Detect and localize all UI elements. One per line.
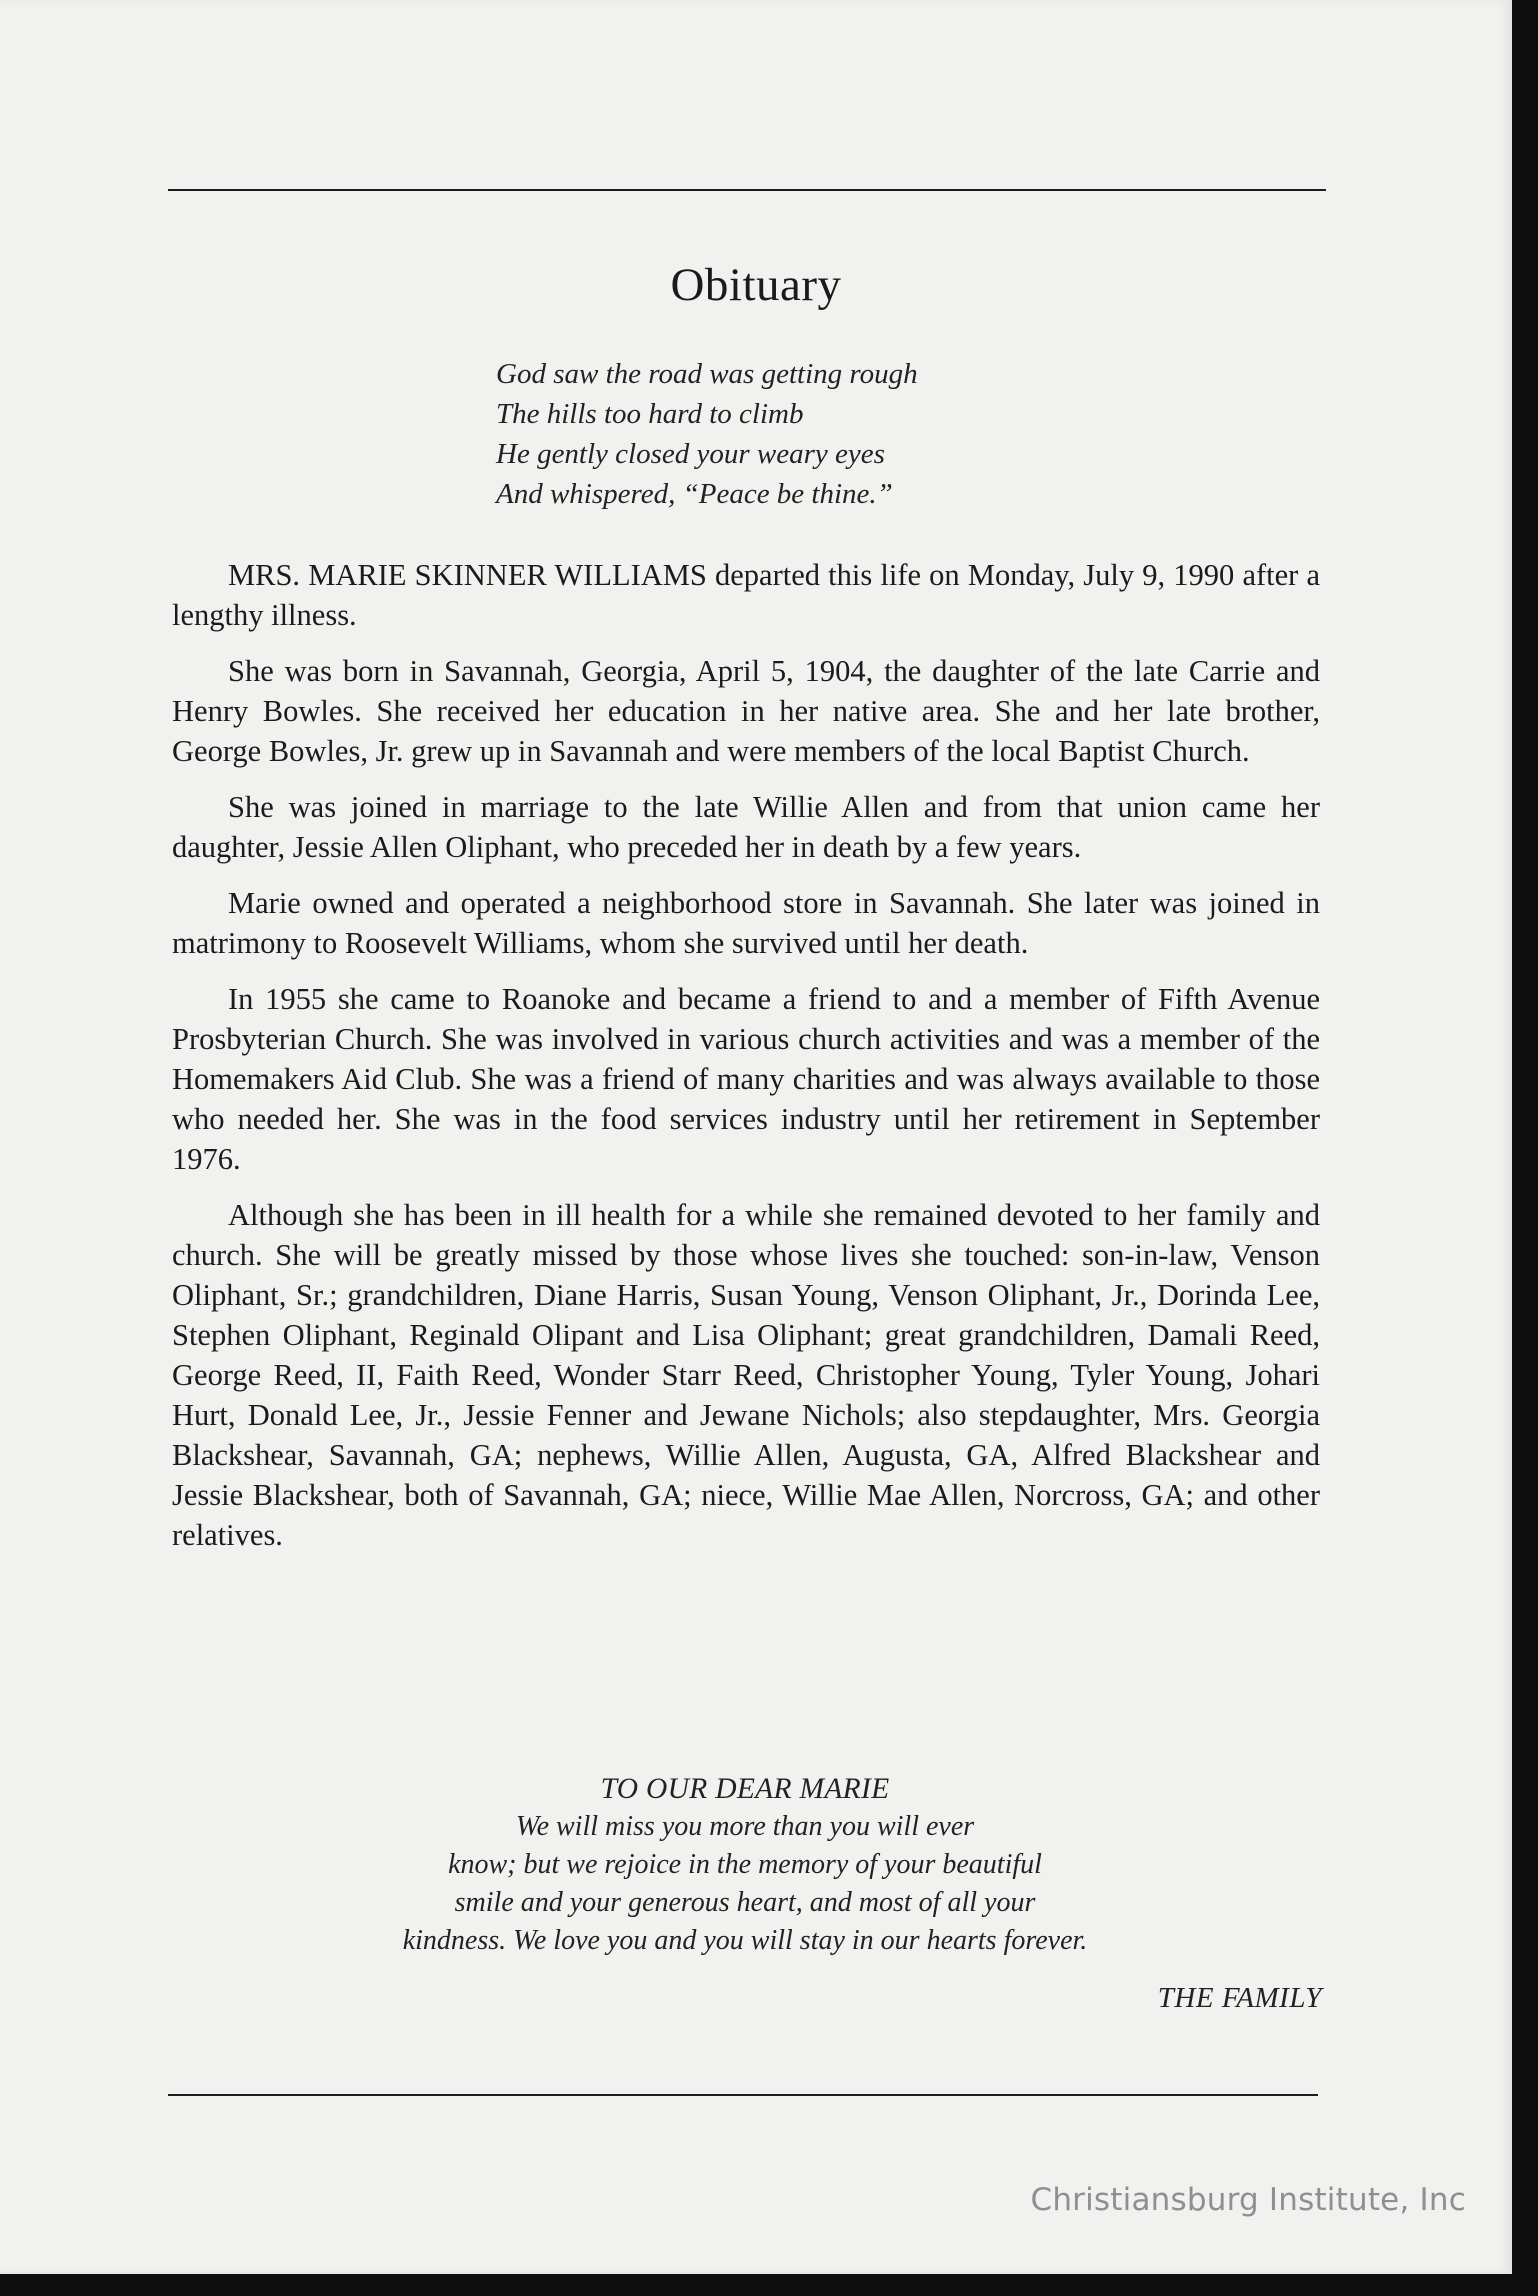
obituary-body	[172, 555, 1320, 1571]
poem-line: And whispered, “Peace be thine.”	[496, 478, 893, 510]
bottom-divider	[168, 2094, 1318, 2096]
paragraph-survivors: Although she has been in ill health for a while she remained devoted to her family and church. She will be greatly missed by those whose lives she touched: son-in-law, Venson Oliphant, Sr.; grandchildren, Diane Harris, Susan Young, Venson Oliphant, Jr., Dorinda Lee, Stephen Oliphant, Reginald Olipant and Lisa Oliphant; great grandchildren, Damali Reed, George Reed, II, Faith Reed, Wonder Starr Reed, Christopher Young, Tyler Young, Johari Hurt, Donald Lee, Jr., Jessie Fenner and Jewane Nichols; also stepdaughter, Mrs. Georgia Blackshear, Savannah, GA; nephews, Willie Allen, Augusta, GA, Alfred Blackshear and Jessie Blackshear, both of Savannah, GA; niece, Willie Mae Allen, Norcross, GA; and other relatives.	[172, 1198, 1320, 1552]
paragraph-marriage: She was joined in marriage to the late Willie Allen and from that union came her daughter, Jessie Allen Oliphant, who preceded her in death by a few years.	[172, 790, 1320, 864]
tribute-line: smile and your generous heart, and most of all your	[454, 1887, 1036, 1918]
poem-line: God saw the road was getting rough	[496, 358, 918, 390]
tribute-heading: TO OUR DEAR MARIE	[600, 1773, 890, 1805]
family-tribute	[0, 1770, 1490, 1960]
page-title: Obituary	[670, 259, 842, 311]
paragraph-birth: She was born in Savannah, Georgia, April 5, 1904, the daughter of the late Carrie and Henry Bowles. She received her education in her native area. She and her late brother, George Bowles, Jr. grew up in Savannah and were members of the local Baptist Church.	[172, 654, 1320, 768]
tribute-line: kindness. We love you and you will stay in our hearts forever.	[402, 1925, 1088, 1956]
poem-line: He gently closed your weary eyes	[496, 438, 885, 470]
tribute-line: We will miss you more than you will ever	[515, 1811, 975, 1842]
paragraph-death-notice: MRS. MARIE SKINNER WILLIAMS departed this life on Monday, July 9, 1990 after a lengthy illness.	[172, 558, 1320, 632]
top-divider	[168, 189, 1326, 191]
paragraph-roanoke: In 1955 she came to Roanoke and became a friend to and a member of Fifth Avenue Prosbyterian Church. She was involved in various church activities and was a member of the Homemakers Aid Club. She was a friend of many charities and was always available to those who needed her. She was in the food services industry until her retirement in September 1976.	[172, 982, 1320, 1176]
family-signature: THE FAMILY	[1157, 1982, 1322, 2014]
poem-line: The hills too hard to climb	[496, 398, 804, 430]
watermark: Christiansburg Institute, Inc	[1030, 2182, 1466, 2218]
opening-poem	[496, 354, 918, 514]
tribute-line: know; but we rejoice in the memory of your beautiful	[448, 1849, 1042, 1880]
paragraph-store: Marie owned and operated a neighborhood store in Savannah. She later was joined in matrimony to Roosevelt Williams, whom she survived until her death.	[172, 886, 1320, 960]
